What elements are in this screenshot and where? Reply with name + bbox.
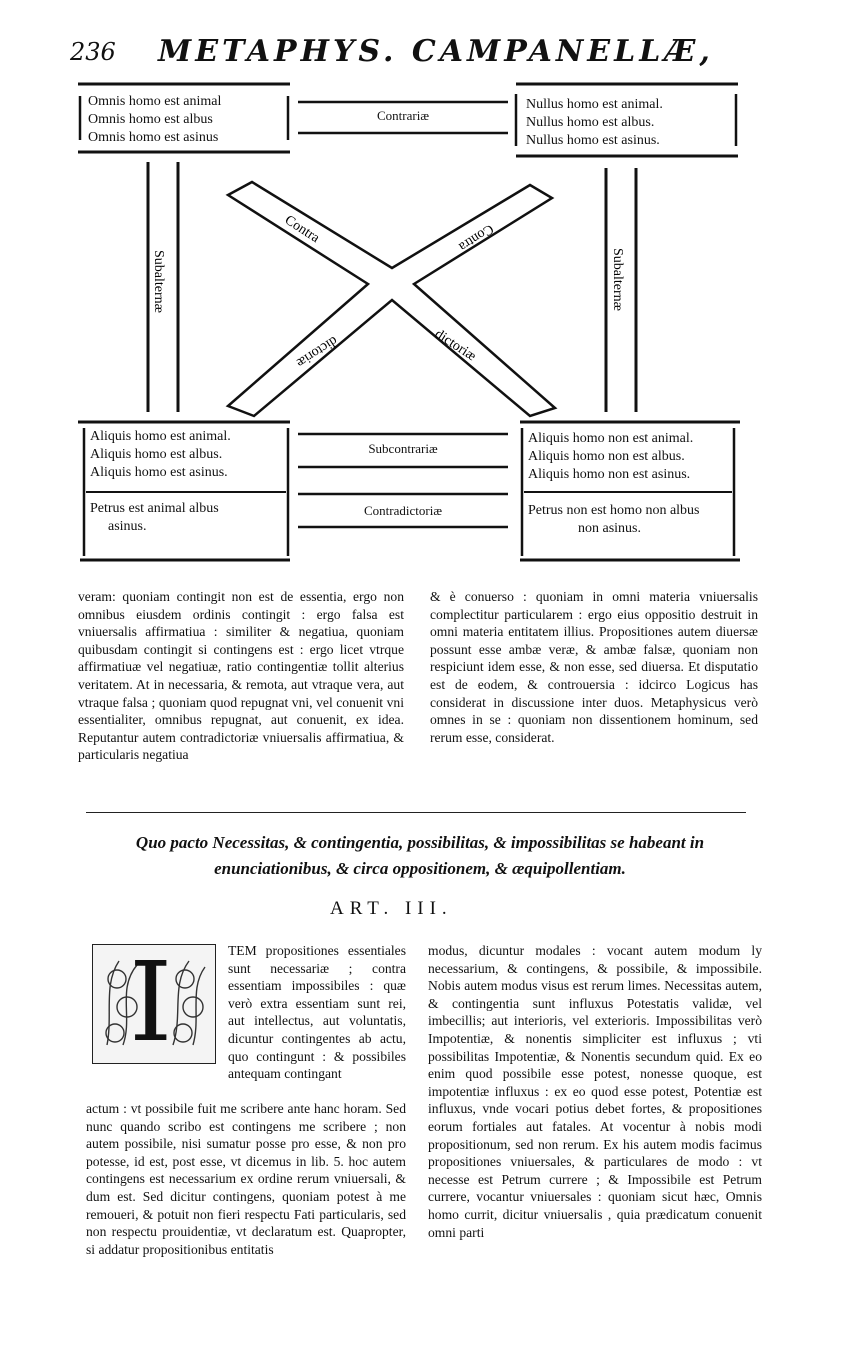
heading-line: Quo pacto Necessitas, & contingentia, possibilitas, & impossibilitas se habeant in (135, 833, 705, 852)
body-column-right (430, 588, 758, 746)
proposition: Nullus homo est albus. (526, 115, 655, 130)
box-universal-negative (526, 96, 663, 150)
proposition: Omnis homo est animal (88, 94, 222, 109)
section-divider (86, 812, 746, 813)
heading-line: enunciationibus, & circa oppositionem, & æquipollentiam. (214, 859, 626, 878)
label-dictoriae-right: dictoriæ (431, 326, 479, 365)
article-right (428, 942, 762, 1241)
proposition: Aliquis homo est animal. (90, 429, 231, 444)
proposition: Omnis homo est asinus (88, 130, 219, 145)
square-of-opposition (0, 0, 849, 580)
running-title: METAPHYS. CAMPANELLÆ, (158, 34, 714, 69)
paragraph: actum : vt possibile fuit me scribere ante hanc horam. Sed nunc quando scribo est contingens me scribere ; non autem possibile, nisi sumatur posse pro esse, & non pro potesse, id est, post esse, vt dicemus in lib. 5. hoc autem contingens est necessarium ex ordine rerum vniuersali, & dum est. Sed dicitur contingens, quoniam potest à me remoueri, & potuit non fieri respectu Fati particularis, sed non respectu prouidentiæ, vt declaratum est. Quapropter, si addatur propositionibus entitatis (86, 1101, 406, 1257)
article-left-full (86, 1100, 406, 1258)
label-subalternae-left: Subalternæ (151, 250, 166, 313)
proposition: Omnis homo est albus (88, 112, 213, 127)
proposition: Nullus homo est animal. (526, 97, 663, 112)
proposition: Aliquis homo est asinus. (90, 465, 228, 480)
box-singular-affirmative (90, 500, 219, 536)
proposition: Aliquis homo non est animal. (528, 431, 694, 446)
decorated-initial (92, 938, 216, 1066)
paragraph: modus, dicuntur modales : vocant autem modum ly necessarium, & contingens, & possibile, & impossibile. Nobis autem modus visus est rerum limes. Necessitas autem, & contingentia sunt influxus Potestatis validæ, vel imbecillis; aut interioris, vel exterioris. Impossibilitas verò Impotentiæ, & nonentis simpliciter est influxus ; vti possibilitas Impotentiæ, & Nonentis secundum quid. Ex eo enim quod possibile esse potest, nonesse quoque, est impotentiæ influxus : ex eo quod esse potest, Potentiæ est influxus, vnde vocari potius debet fortes, & propositiones eorum fortiales aut fatales. At vocentur à nobis modi propositionum, sed non rerum. Ex his autem modis facimus propositiones vniuersales, & particulares de modo : vt necesse est Petrum currere ; & Impossibile est Petrum currere, vocantur vniuersales : quoniam sicut hæc, Omnis homo currit, dicitur vniuersalis , quia prædicatum conuenit omni parti (428, 943, 762, 1240)
proposition: non asinus. (578, 521, 641, 536)
label-contra-left: Contra (281, 212, 322, 247)
label-subcontrariae: Subcontrariæ (368, 441, 438, 456)
box-particular-affirmative (90, 428, 231, 482)
proposition: Aliquis homo non est albus. (528, 449, 685, 464)
proposition: Nullus homo est asinus. (526, 133, 660, 148)
box-singular-negative (528, 502, 700, 538)
proposition: Aliquis homo est albus. (90, 447, 223, 462)
proposition: Petrus non est homo non albus (528, 503, 700, 518)
label-contrariae: Contrariæ (377, 108, 429, 123)
proposition: Aliquis homo non est asinus. (528, 467, 691, 482)
initial-letter: I (129, 938, 173, 1066)
label-subalternae-right: Subalternæ (610, 248, 625, 311)
body-column-left (78, 588, 404, 764)
paragraph: & è conuerso : quoniam in omni materia vniuersalis complectitur particularem : ergo eius oppositio destruit in omni materia entitatem illius. Propositiones autem diuersæ possunt esse ambæ veræ, & ambæ falsæ, quoniam non respiciunt idem esse, & non esse, sed diuersa. Et disputatio est de eodem, & controuersia : idcirco Logicus has considerat in discussione inter duos. Metaphysicus verò omnes in se : quoniam non dissentionem hominum, sed rerum esse, considerat. (430, 589, 758, 745)
label-contradictoriae: Contradictoriæ (364, 503, 442, 518)
label-dictoriae-left: dictoriæ (293, 332, 340, 371)
article-left-indented (228, 942, 406, 1083)
paragraph: TEM propositiones essentiales sunt necessariæ ; contra essentiam impossibiles : quæ verò extra essentiam sunt rei, aut intellectus, aut voluntatis, dicuntur contingentes ab actu, quo contingunt : & possibiles antequam contingant (228, 943, 406, 1082)
paragraph: veram: quoniam contingit non est de essentia, ergo non omnibus eiusdem ordinis contingit : ergo falsa est vniuersalis affirmatiua : similiter & negatiua, quoniam quibusdam contingit si contingens est : ergo licet vtrque affirmatiuæ vel negatiuæ, ratio contingentiæ tollit alterius veritatem. At in necessaria, & remota, aut vtraque vera, aut vtraque falsa ; quoniam quod repugnat vni, vel conuenit vni essentialiter, omnibus repugnat, aut conuenit, ex idea. Reputantur autem contradictoriæ vniuersalis affirmatiua, & particularis negatiua (78, 589, 404, 763)
article-heading (70, 830, 770, 882)
proposition: asinus. (108, 519, 147, 534)
proposition: Petrus est animal albus (90, 501, 219, 516)
article-number: ART. III. (330, 898, 453, 919)
page-number: 236 (70, 38, 116, 66)
box-universal-affirmative (88, 93, 221, 147)
box-particular-negative (528, 430, 693, 484)
label-contra-right: Contra (455, 220, 496, 254)
